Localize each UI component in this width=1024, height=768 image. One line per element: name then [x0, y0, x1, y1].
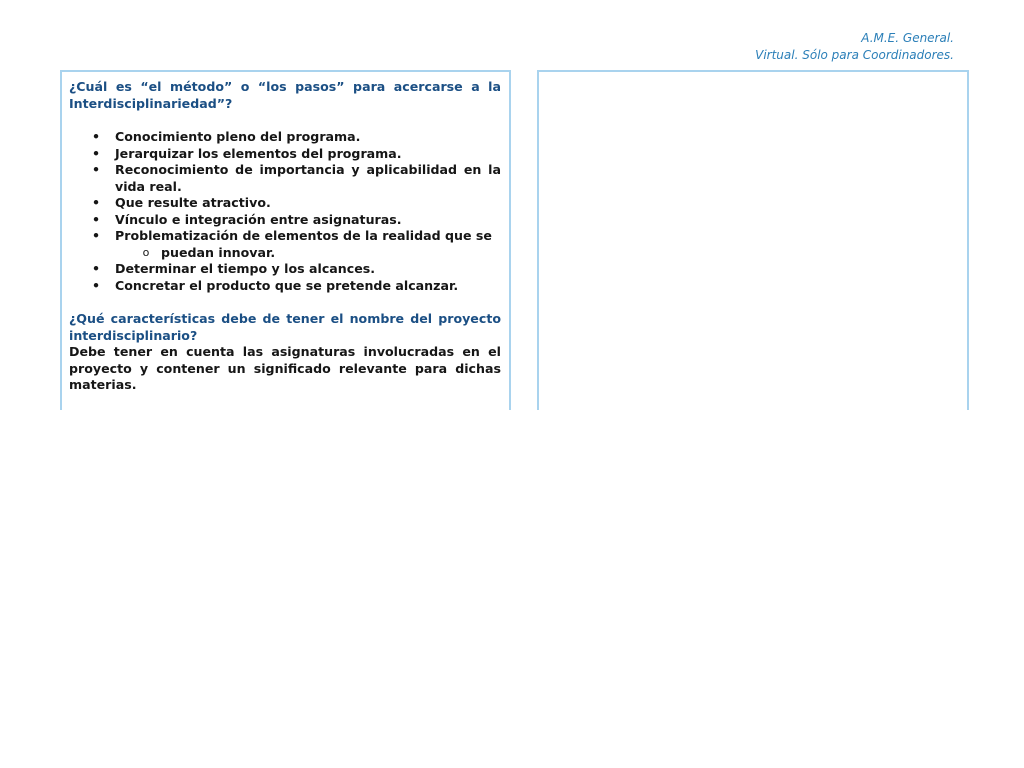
list-item-text: Que resulte atractivo. — [115, 195, 271, 210]
circle-bullet-icon: o — [142, 245, 150, 259]
header-line-2: Virtual. Sólo para Coordinadores. — [755, 48, 954, 62]
left-panel — [60, 70, 511, 410]
list-item-text: Determinar el tiempo y los alcances. — [115, 261, 376, 276]
right-panel — [537, 70, 969, 410]
sub-list-item — [69, 245, 501, 262]
question-method: ¿Cuál es “el método” o “los pasos” para acercarse a la Interdisciplinariedad”? — [69, 79, 501, 111]
bullet-icon: • — [91, 277, 101, 293]
list-item — [69, 278, 501, 295]
list-item-text: Jerarquizar los elementos del programa. — [115, 145, 402, 161]
document-header — [755, 30, 954, 64]
bullet-icon: • — [91, 195, 101, 210]
list-item-text: Conocimiento pleno del programa. — [115, 129, 361, 144]
header-line-1: A.M.E. General. — [861, 31, 954, 45]
list-item — [69, 195, 501, 212]
list-item — [69, 162, 501, 195]
answer-project-name: Debe tener en cuenta las asignaturas involucradas en el proyecto y contener un significado relevante para dichas materias. — [69, 344, 501, 392]
list-item — [69, 212, 501, 229]
question-project-name: ¿Qué características debe de tener el nombre del proyecto interdisciplinario? — [69, 311, 501, 343]
spacer — [69, 112, 501, 129]
bullet-icon: • — [91, 211, 101, 227]
list-item — [69, 228, 501, 245]
list-item-text: Concretar el producto que se pretende alcanzar. — [115, 277, 459, 293]
list-item-text: Vínculo e integración entre asignaturas. — [115, 211, 402, 227]
bullet-icon: • — [91, 129, 101, 144]
list-item — [69, 129, 501, 146]
bullet-icon: • — [91, 145, 101, 161]
bullet-icon: • — [91, 162, 101, 177]
bullet-icon: • — [91, 228, 101, 243]
list-item — [69, 146, 501, 163]
steps-list — [69, 129, 501, 294]
spacer — [69, 294, 501, 311]
list-item-text: Reconocimiento de importancia y aplicabilidad en la vida real. — [115, 162, 501, 194]
list-item-text: Problematización de elementos de la realidad que se — [115, 228, 492, 243]
list-item-text: puedan innovar. — [161, 244, 276, 260]
bullet-icon: • — [91, 261, 101, 276]
list-item — [69, 261, 501, 278]
